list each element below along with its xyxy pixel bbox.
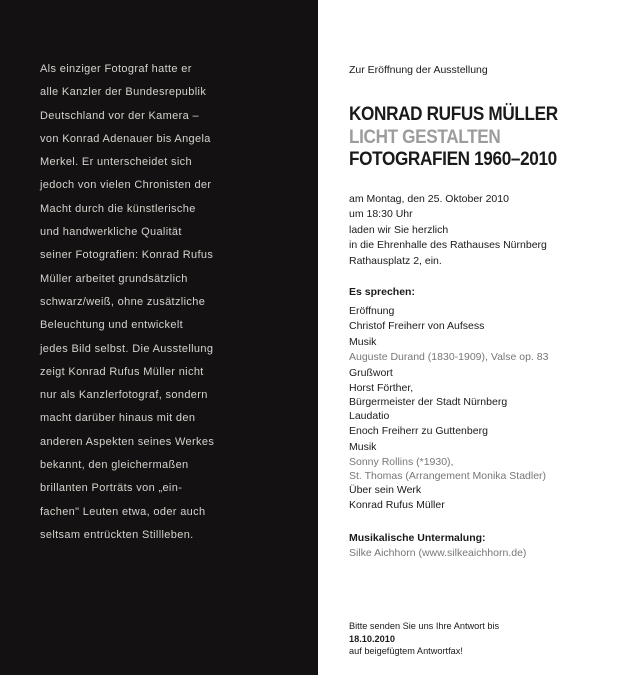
left-text-line: alle Kanzler der Bundesrepublik <box>40 86 207 99</box>
left-text-line: Beleuchtung und entwickelt <box>40 319 184 332</box>
program-label: Eröffnung <box>349 305 395 317</box>
program-label: Grußwort <box>349 367 393 379</box>
left-text-line: fachen" Leuten etwa, oder auch <box>40 505 206 518</box>
title-subtitle: LICHT GESTALTEN <box>349 125 501 148</box>
left-text-line: bekannt, den gleichermaßen <box>40 459 189 472</box>
invitation-line: Rathausplatz 2, ein. <box>349 254 442 267</box>
left-text-line: macht darüber hinaus mit den <box>40 412 196 425</box>
music-section <box>349 531 526 560</box>
program-item <box>349 366 507 410</box>
right-panel <box>318 0 636 675</box>
program-label: Musik <box>349 441 377 453</box>
program-label: Über sein Werk <box>349 484 422 496</box>
exhibition-title <box>349 103 558 171</box>
program-detail: Auguste Durand (1830-1909), Valse op. 83 <box>349 350 549 363</box>
left-text-line: und handwerkliche Qualität <box>40 226 182 239</box>
title-artist: KONRAD RUFUS MÜLLER <box>349 103 558 125</box>
left-text-line: seltsam entrückten Stillleben. <box>40 528 194 541</box>
invitation-line: in die Ehrenhalle des Rathauses Nürnberg <box>349 239 547 252</box>
speakers-heading: Es sprechen: <box>349 286 415 298</box>
invitation-line: um 18:30 Uhr <box>349 208 413 221</box>
rsvp-line: auf beigefügtem Antwortfax! <box>349 646 463 656</box>
left-text-line: brillanten Porträts von „ein- <box>40 482 183 495</box>
invitation-line: am Montag, den 25. Oktober 2010 <box>349 193 509 205</box>
left-text-line: Als einziger Fotograf hatte er <box>40 63 192 75</box>
left-text-line: seiner Fotografien: Konrad Rufus <box>40 249 214 262</box>
intro-text: Zur Eröffnung der Ausstellung <box>349 64 488 76</box>
music-performer: Silke Aichhorn (www.silkeaichhorn.de) <box>349 546 527 559</box>
left-description-text <box>40 58 230 547</box>
program-item <box>349 335 548 364</box>
left-text-line: Müller arbeitet grundsätzlich <box>40 272 188 285</box>
program-item <box>349 304 484 333</box>
left-text-line: Merkel. Er unterscheidet sich <box>40 156 192 169</box>
program-label: Musik <box>349 336 377 348</box>
program-item <box>349 440 546 484</box>
left-text-line: zeigt Konrad Rufus Müller nicht <box>40 365 204 378</box>
rsvp-note <box>349 620 499 658</box>
program-item <box>349 483 445 512</box>
left-text-line: Macht durch die künstlerische <box>40 202 196 215</box>
left-text-line: nur als Kanzlerfotograf, sondern <box>40 389 208 402</box>
left-text-line: schwarz/weiß, ohne zusätzliche <box>40 295 206 308</box>
program-detail: Horst Förther, <box>349 381 414 394</box>
invitation-details <box>349 192 547 269</box>
rsvp-deadline: 18.10.2010 <box>349 633 395 644</box>
left-text-line: jedoch von vielen Chronisten der <box>40 179 212 192</box>
program-detail: Sonny Rollins (*1930), <box>349 455 454 468</box>
program-item <box>349 409 488 438</box>
left-text-line: anderen Aspekten seines Werkes <box>40 435 215 448</box>
rsvp-prefix: Bitte senden Sie uns Ihre Antwort bis <box>349 621 500 631</box>
rsvp-line <box>349 620 499 645</box>
music-heading: Musikalische Untermalung: <box>349 532 486 544</box>
left-text-line: jedes Bild selbst. Die Ausstellung <box>40 342 214 355</box>
title-years: FOTOGRAFIEN 1960–2010 <box>349 148 557 170</box>
left-text-line: von Konrad Adenauer bis Angela <box>40 132 211 145</box>
program-detail: Enoch Freiherr zu Guttenberg <box>349 424 488 437</box>
program-detail: Konrad Rufus Müller <box>349 498 445 511</box>
program-detail: Bürgermeister der Stadt Nürnberg <box>349 396 508 408</box>
program-label: Laudatio <box>349 410 390 422</box>
invitation-line: laden wir Sie herzlich <box>349 223 449 236</box>
program-detail: St. Thomas (Arrangement Monika Stadler) <box>349 470 547 482</box>
left-text-line: Deutschland vor der Kamera – <box>40 109 199 122</box>
program-detail: Christof Freiherr von Aufsess <box>349 319 485 332</box>
